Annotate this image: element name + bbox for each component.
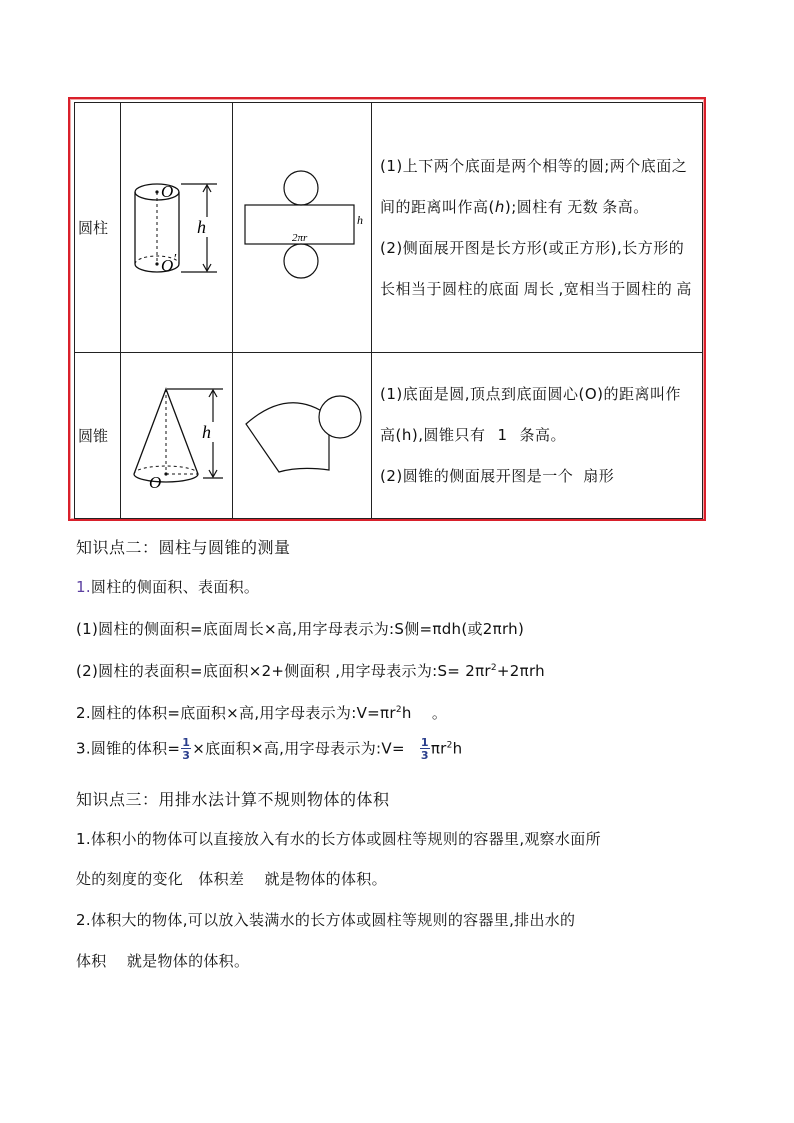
cylinder-desc1-text: (1)上下两个底面是两个相等的圆;两个底面之间的距离叫作高(	[380, 156, 688, 216]
cylinder-net-height-label: h	[357, 212, 363, 227]
cone-name: 圆锥	[75, 353, 121, 519]
cylinder-bottom-prime: ′	[173, 251, 177, 267]
section2-item2-text: 2.圆柱的体积=底面积×高,用字母表示为:V=πr	[76, 704, 396, 722]
cone-desc2-text: (2)圆锥的侧面展开图是一个	[380, 467, 574, 485]
cylinder-desc-para1	[380, 146, 696, 228]
knowledge-table-frame	[68, 97, 706, 521]
section2-item3-text: 3.圆锥的体积=	[76, 739, 181, 758]
cylinder-net-cell	[233, 103, 372, 353]
section2-item2	[76, 702, 447, 723]
fraction-denominator: 3	[182, 749, 191, 762]
table-row-cone	[75, 353, 703, 519]
cylinder-figure-cell	[121, 103, 233, 353]
cone-bottom-label: O	[148, 472, 161, 492]
cone-description	[372, 353, 703, 519]
section2-item1-text: 圆柱的侧面积、表面积。	[90, 578, 260, 596]
section2-heading: 知识点二：圆柱与圆锥的测量	[76, 538, 291, 557]
section2-sub2	[76, 660, 545, 681]
cone-height-label: h	[201, 421, 211, 442]
knowledge-table	[74, 102, 703, 519]
cylinder-answer-perimeter: 周长	[523, 279, 555, 298]
cylinder-name: 圆柱	[75, 103, 121, 353]
cylinder-bottom-label: O	[160, 255, 173, 275]
fraction-denominator: 3	[420, 749, 429, 762]
table-row-cylinder	[75, 103, 703, 353]
section2-sub2-post: +2πrh	[496, 662, 545, 680]
cone-desc1-text: (1)底面是圆,顶点到底面圆心(O)的距离叫作高(h),圆锥只有	[380, 385, 682, 444]
fraction-one-third	[181, 737, 191, 761]
cylinder-desc1-mid: );圆柱有	[504, 197, 564, 216]
section2-item3-post: πr	[430, 739, 447, 758]
cylinder-desc1-h: h	[494, 197, 505, 216]
section3-heading: 知识点三：用排水法计算不规则物体的体积	[76, 790, 390, 809]
cone-answer-one: 1	[497, 426, 508, 444]
cylinder-net-rect-label: 2πr	[292, 231, 308, 244]
section2-item3-end: h	[452, 739, 463, 758]
cone-net-cell	[233, 353, 372, 519]
cone-answer-sector: 扇形	[583, 467, 615, 485]
cylinder-height-label: h	[196, 216, 206, 237]
fraction-numerator: 1	[182, 736, 191, 749]
cylinder-top-label: O	[160, 181, 173, 201]
section2-sub1: (1)圆柱的侧面积=底面周长×高,用字母表示为:S侧=πdh(或2πrh)	[76, 620, 525, 638]
cylinder-description	[372, 103, 703, 353]
cylinder-desc-para2	[380, 228, 696, 310]
section2-item3-sup: 2	[446, 740, 453, 751]
section3-para2-line2: 体积 就是物体的体积。	[76, 952, 250, 970]
cylinder-net-figure	[237, 168, 367, 288]
cylinder-answer-countless: 无数	[567, 197, 599, 216]
section2-sub2-sup: 2	[490, 663, 497, 673]
fraction-one-third-formula	[420, 737, 430, 761]
cylinder-desc2-mid: ,宽相当于圆柱的	[558, 279, 673, 298]
cone-net-figure	[237, 380, 367, 492]
cone-figure	[125, 380, 229, 492]
section2-item2-sup: 2	[395, 705, 402, 715]
cone-figure-cell	[121, 353, 233, 519]
fraction-numerator: 1	[420, 736, 429, 749]
section2-item3	[76, 737, 462, 761]
section3-para2-line1: 2.体积大的物体,可以放入装满水的长方体或圆柱等规则的容器里,排出水的	[76, 911, 576, 929]
cylinder-desc1-post: 条高。	[602, 197, 649, 216]
cone-desc1-post: 条高。	[519, 426, 567, 444]
cylinder-figure	[125, 173, 229, 283]
section2-item2-post: h 。	[401, 704, 448, 722]
cylinder-answer-height: 高	[676, 279, 692, 298]
section2-item3-mid: ×底面积×高,用字母表示为:V=	[192, 739, 405, 758]
section2-item1	[76, 576, 259, 597]
section2-item1-number: 1.	[76, 578, 91, 596]
cone-desc-para2	[380, 456, 696, 497]
section3-para1-line2: 处的刻度的变化 体积差 就是物体的体积。	[76, 870, 387, 888]
section2-sub2-text: (2)圆柱的表面积=底面积×2+侧面积 ,用字母表示为:S= 2πr	[76, 662, 491, 680]
section3-para1-line1: 1.体积小的物体可以直接放入有水的长方体或圆柱等规则的容器里,观察水面所	[76, 830, 601, 848]
cylinder-desc2-text: (2)侧面展开图是长方形(或正方形),长方形的长相当于圆柱的底面	[380, 238, 685, 298]
cone-desc-para1	[380, 374, 696, 456]
